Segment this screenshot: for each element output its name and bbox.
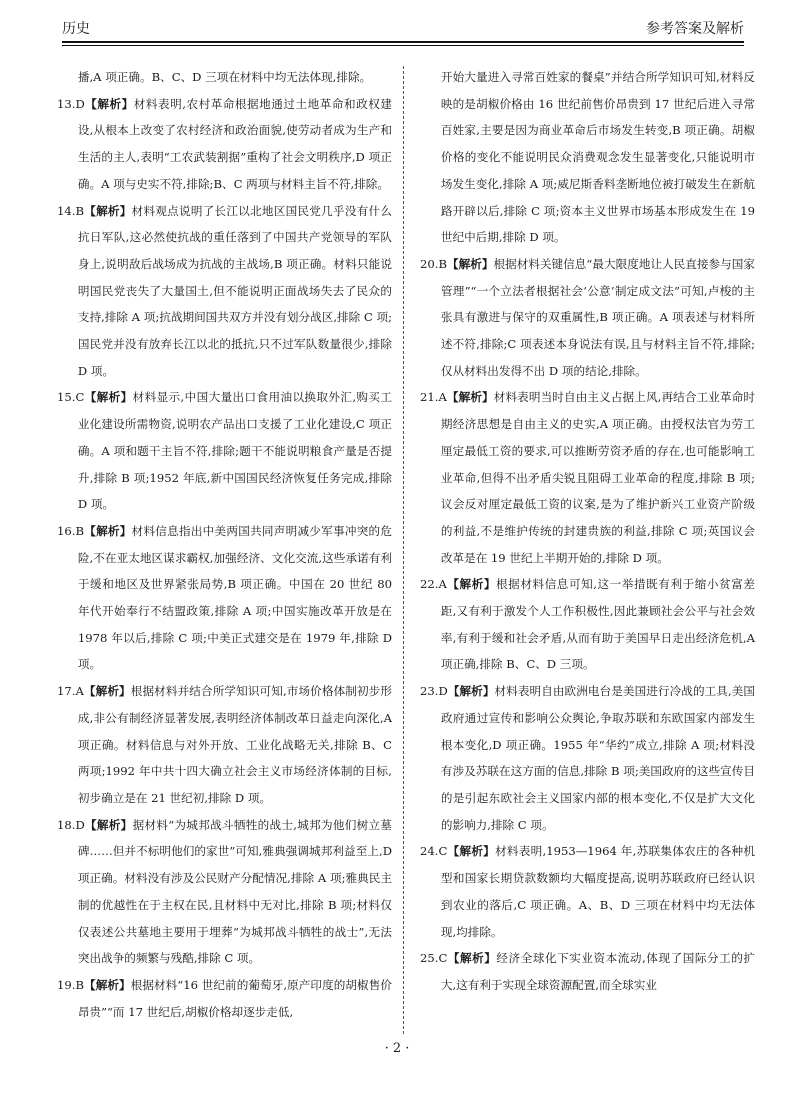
analysis-tag: 【解析】 [446, 577, 497, 592]
continued-text: 开始大量进入寻常百姓家的餐桌”并结合所学知识可知,材料反映的是胡椒价格由 16 世纪前售价昂贵到 17 世纪后进入寻常百姓家,主要是因为商业革命后市场发生转变,B 项正确。胡椒价格的变化不能说明民众消费观念发生显著变化,只能说明市场发生变化,排除 A 项;威尼斯香料垄断地位被打破发生在新航路开辟以后,排除 C 项;资本主义世界市场基本形成发生在 19 世纪中后期,排除 D 项。 [440, 70, 755, 245]
answer-text: 材料表明自由欧洲电台是美国进行冷战的工具,美国政府通过宣传和影响公众舆论,争取苏联和东欧国家内部发生根本变化,D 项正确。1955 年“华约”成立,排除 A 项;材料没有涉及苏联在这方面的信息,排除 B 项;美国政府的这些宣传目的是引起东欧社会主义国家内部的根本变化,不仅是扩大文化的影响力,排除 C 项。 [440, 684, 755, 832]
answer-21 [420, 384, 755, 571]
answer-number: 22.A [420, 577, 447, 592]
answer-number: 24.C [420, 844, 448, 859]
answer-13 [57, 91, 392, 198]
page-number: · 2 · [384, 1041, 410, 1056]
answer-number: 19.B [57, 977, 84, 992]
analysis-tag: 【解析】 [84, 817, 133, 832]
analysis-tag: 【解析】 [447, 951, 497, 966]
answer-number: 25.C [420, 951, 448, 966]
analysis-tag: 【解析】 [83, 684, 131, 699]
analysis-tag: 【解析】 [84, 390, 133, 405]
answer-number: 23.D [420, 684, 448, 699]
section-label: 参考答案及解析 [646, 21, 744, 37]
answer-number: 20.B [420, 256, 447, 271]
answer-number: 18.D [57, 817, 85, 832]
answer-14 [57, 198, 392, 385]
right-column [420, 64, 755, 999]
answer-number: 15.C [57, 390, 85, 405]
subject-label: 历史 [62, 21, 90, 37]
answer-text: 根据材料信息可知,这一举措既有利于缩小贫富差距,又有利于激发个人工作积极性,因此兼顾社会公平与社会效率,有利于缓和社会矛盾,从而有助于美国早日走出经济危机,A 项正确,排除 B、C、D 三项。 [440, 577, 755, 672]
answer-text: 根据材料并结合所学知识可知,市场价格体制初步形成,非公有制经济显著发展,表明经济体制改革日益走向深化,A 项正确。材料信息与对外开放、工业化战略无关,排除 B、C 两项;1992 年中共十四大确立社会主义市场经济体制的目标,初步确立是在 21 世纪初,排除 D 项。 [77, 684, 392, 805]
analysis-tag: 【解析】 [83, 977, 131, 992]
analysis-tag: 【解析】 [83, 203, 132, 218]
answer-23 [420, 678, 755, 838]
answer-16 [57, 518, 392, 678]
answer-20 [420, 251, 755, 385]
answer-15 [57, 384, 392, 518]
column-divider [403, 66, 404, 1034]
answer-text: 材料信息指出中美两国共同声明减少军事冲突的危险,不在亚太地区谋求霸权,加强经济、文化交流,这些承诺有利于缓和地区及世界紧张局势,B 项正确。中国在 20 世纪 80 年代开始奉行不结盟政策,排除 A 项;中国实施改革开放是在 1978 年以后,排除 C 项;中美正式建交是在 1979 年,排除 D 项。 [77, 523, 392, 672]
answer-text: 材料观点说明了长江以北地区国民党几乎没有什么抗日军队,这必然使抗战的重任落到了中国共产党领导的军队身上,说明敌后战场成为抗战的主战场,B 项正确。材料只能说明国民党丧失了大量国土,但不能说明正面战场失去了民众的支持,排除 A 项;抗战期间国共双方并没有划分战区,排除 C 项;国民党并没有放弃长江以北的抵抗,只不过军队数量很少,排除 D 项。 [77, 203, 392, 378]
answer-text: 材料显示,中国大量出口食用油以换取外汇,购买工业化建设所需物资,说明农产品出口支援了工业化建设,C 项正确。A 项和题干主旨不符,排除;题干不能说明粮食产量是否提升,排除 B 项;1952 年底,新中国国民经济恢复任务完成,排除 D 项。 [77, 390, 392, 512]
analysis-tag: 【解析】 [447, 684, 495, 699]
answer-18 [57, 812, 392, 972]
answer-25 [420, 945, 755, 998]
answer-text: 材料表明,1953—1964 年,苏联集体农庄的各种机型和国家长期贷款数额均大幅度提高,说明苏联政府已经认识到农业的落后,C 项正确。A、B、D 三项在材料中均无法体现,均排除。 [440, 844, 755, 939]
answer-number: 13.D [57, 96, 85, 111]
analysis-tag: 【解析】 [446, 256, 494, 271]
answer-22 [420, 571, 755, 678]
header-rule-thin [62, 45, 744, 46]
left-column [57, 64, 392, 1025]
analysis-tag: 【解析】 [447, 844, 496, 859]
answer-text: 经济全球化下实业资本流动,体现了国际分工的扩大,这有利于实现全球资源配置,而全球实业 [440, 951, 755, 992]
answer-text: 根据材料关键信息“最大限度地让人民直接参与国家管理”“一个立法者根据社会‘公意’制定成文法”可知,卢梭的主张具有激进与保守的双重属性,B 项正确。A 项表述与材料所述不符,排除;C 项表述本身说法有误,且与材料主旨不符,排除;仅从材料出发得不出 D 项的结论,排除。 [440, 256, 755, 378]
answer-number: 21.A [420, 390, 447, 405]
page-header [62, 18, 744, 40]
answer-number: 14.B [57, 203, 84, 218]
answer-text: 材料表明当时自由主义占据上风,再结合工业革命时期经济思想是自由主义的史实,A 项正确。由授权法官为劳工厘定最低工资的要求,可以推断劳资矛盾的存在,也可能影响工业革命,但得不出矛盾尖锐且阻碍工业革命的程度,排除 B 项;议会反对厘定最低工资的议案,是为了维护新兴工业资产阶级的利益,不是维护传统的封建贵族的利益,排除 C 项;英国议会改革是在 19 世纪上半期开始的,排除 D 项。 [440, 390, 755, 565]
analysis-tag: 【解析】 [84, 96, 134, 111]
answer-17 [57, 678, 392, 812]
analysis-tag: 【解析】 [446, 390, 494, 405]
answer-19 [57, 972, 392, 1025]
answer-text: 据材料“为城邦战斗牺牲的战士,城邦为他们树立墓碑……但并不标明他们的家世”可知,雅典强调城邦利益至上,D 项正确。材料没有涉及公民财产分配情况,排除 A 项;雅典民主制的优越性在于主权在民,且材料中无对比,排除 B 项;材料仅仅表述公共墓地主要用于埋葬“为城邦战斗牺牲的战士”,无法突出战争的频繁与残酷,排除 C 项。 [77, 817, 392, 966]
continued-text: 播,A 项正确。B、C、D 三项在材料中均无法体现,排除。 [77, 70, 372, 84]
analysis-tag: 【解析】 [83, 523, 132, 538]
answer-text: 材料表明,农村革命根据地通过土地革命和政权建设,从根本上改变了农村经济和政治面貌,使劳动者成为生产和生活的主人,表明“工农武装割据”重构了社会文明秩序,D 项正确。A 项与史实不符,排除;B、C 两项与材料主旨不符,排除。 [77, 96, 392, 191]
answer-number: 16.B [57, 523, 84, 538]
answer-24 [420, 838, 755, 945]
header-rule-thick [62, 41, 744, 43]
answer-text: 根据材料“16 世纪前的葡萄牙,原产印度的胡椒售价昂贵”“而 17 世纪后,胡椒价格却逐步走低, [77, 977, 392, 1019]
answer-number: 17.A [57, 684, 84, 699]
